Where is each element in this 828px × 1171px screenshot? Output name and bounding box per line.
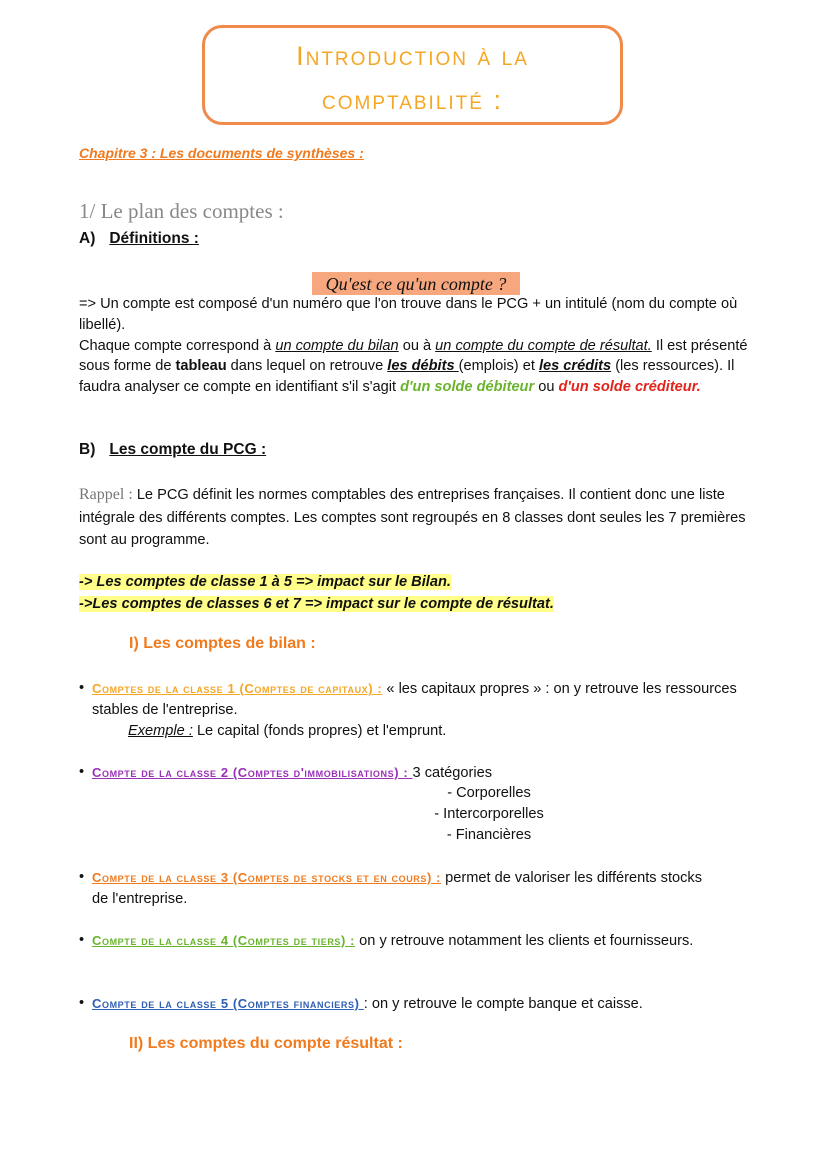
category-item: - Intercorporelles [434,806,544,822]
subheading-a [79,230,199,248]
subheading-label: Définitions : [109,230,199,247]
list-item-class-5: • Compte de la classe 5 (Comptes financiers) : on y retrouve le compte banque et caisse. [79,995,643,1012]
rappel-label: Rappel : [79,486,133,503]
highlight-block [79,571,749,615]
category-item: - Corporelles [447,785,531,801]
definition-line-1: => Un compte est composé d'un numéro que l'on trouve dans le PCG + un intitulé (nom du compte où libellé). [79,296,738,333]
definition-paragraph [79,294,749,398]
rappel-paragraph: Rappel : Le PCG définit les normes comptables des entreprises françaises. Il contient donc une liste intégrale des différents comptes. Les comptes sont regroupés en 8 classes dont seules les 7 premières sont au programme. [79,486,746,548]
list-item-class-4: • Compte de la classe 4 (Comptes de tiers) : on y retrouve notamment les clients et fournisseurs. [79,932,694,949]
list-item-class-3: • Compte de la classe 3 (Comptes de stocks et en cours) : permet de valoriser les différents stocks de l'entreprise. [79,869,702,907]
title-box [202,25,623,125]
category-item: - Financières [446,827,532,843]
highlight-line-1: -> Les comptes de classe 1 à 5 => impact sur le Bilan. [79,574,451,590]
list-item-class-2: • Compte de la classe 2 (Comptes d'immobilisations) : 3 catégories - Corporelles - Intercorporelles - Financières [79,762,749,784]
question-callout: Qu'est ce qu'un compte ? [312,272,520,295]
section-ii-heading: II) Les comptes du compte résultat : [129,1035,403,1052]
highlight-line-2: ->Les comptes de classes 6 et 7 => impact sur le compte de résultat. [79,596,554,612]
definition-line-2: Chaque compte correspond à un compte du bilan ou à un compte du compte de résultat. Il est présenté sous forme de tableau dans lequel on retrouve les débits (emplois) et les crédits (les ressources). Il faudra analyser ce compte en identifiant s'il s'agit d'un solde débiteur ou d'un solde créditeur. [79,337,748,396]
list-item-class-1: • Comptes de la classe 1 (Comptes de capitaux) : « les capitaux propres » : on y retrouve les ressources stables de l'entreprise. Exemple : Le capital (fonds propres) et l'emprunt. [79,680,737,739]
subheading-letter: A) [79,230,96,247]
section-i-heading: I) Les comptes de bilan : [129,635,316,652]
subheading-b: B) Les compte du PCG : [79,441,267,458]
title-line-2: comptabilité : [322,85,503,115]
section-heading-1: 1/ Le plan des comptes : [79,199,284,223]
chapter-heading: Chapitre 3 : Les documents de synthèses : [79,145,364,161]
title-line-1: Introduction à la [296,41,529,71]
